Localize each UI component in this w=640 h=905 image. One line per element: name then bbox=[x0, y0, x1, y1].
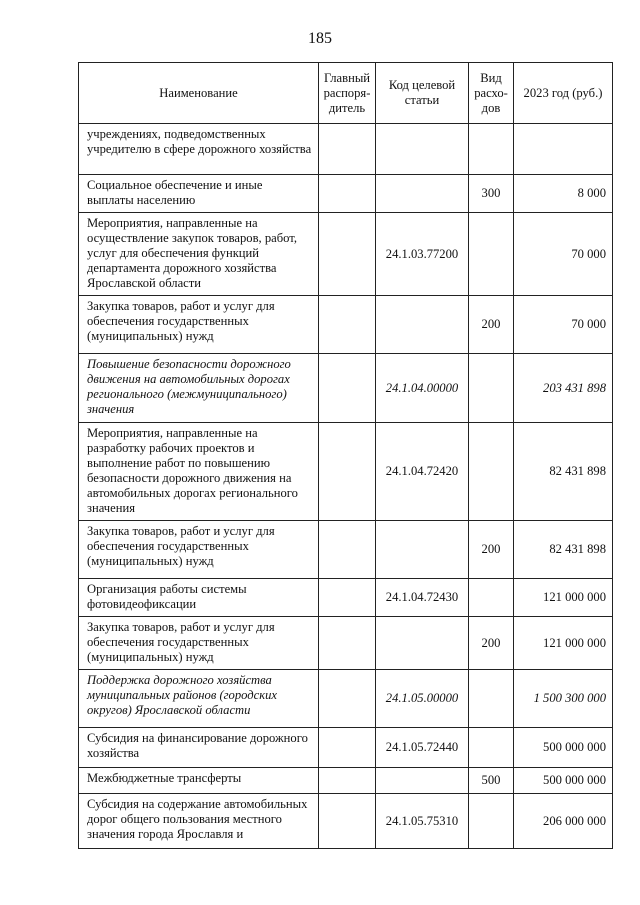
row-kind bbox=[469, 423, 514, 521]
row-kind bbox=[469, 794, 514, 849]
page-number: 185 bbox=[308, 30, 332, 47]
row-name: Субсидия на содержание автомобильных дорог общего пользования местного значения города Ярославля и bbox=[79, 794, 319, 849]
table-row bbox=[79, 794, 613, 849]
row-admin bbox=[319, 794, 376, 849]
table-row bbox=[79, 617, 613, 670]
row-admin bbox=[319, 579, 376, 617]
row-code bbox=[376, 521, 469, 579]
row-kind: 500 bbox=[469, 768, 514, 794]
row-name: учреждениях, подведомственных учредителю в сфере дорожного хозяйства bbox=[79, 124, 319, 175]
table-row bbox=[79, 354, 613, 423]
row-admin bbox=[319, 728, 376, 768]
row-amount: 1 500 300 000 bbox=[514, 670, 613, 728]
row-amount: 121 000 000 bbox=[514, 579, 613, 617]
header-admin: Главный распоря-дитель bbox=[319, 63, 376, 124]
row-amount: 500 000 000 bbox=[514, 768, 613, 794]
row-admin bbox=[319, 521, 376, 579]
table-row bbox=[79, 213, 613, 296]
row-amount: 82 431 898 bbox=[514, 521, 613, 579]
row-name: Закупка товаров, работ и услуг для обеспечения государственных (муниципальных) нужд bbox=[79, 296, 319, 354]
row-code: 24.1.05.72440 bbox=[376, 728, 469, 768]
row-name: Межбюджетные трансферты bbox=[79, 768, 319, 794]
row-amount: 70 000 bbox=[514, 296, 613, 354]
header-amount: 2023 год (руб.) bbox=[514, 63, 613, 124]
table-body bbox=[79, 124, 613, 849]
budget-table bbox=[78, 62, 613, 849]
row-kind bbox=[469, 124, 514, 175]
header-name: Наименование bbox=[79, 63, 319, 124]
row-code bbox=[376, 124, 469, 175]
row-amount: 121 000 000 bbox=[514, 617, 613, 670]
row-amount: 203 431 898 bbox=[514, 354, 613, 423]
row-amount: 206 000 000 bbox=[514, 794, 613, 849]
row-kind bbox=[469, 579, 514, 617]
row-code bbox=[376, 768, 469, 794]
row-name: Социальное обеспечение и иные выплаты населению bbox=[79, 175, 319, 213]
table-row bbox=[79, 296, 613, 354]
row-name: Мероприятия, направленные на осуществление закупок товаров, работ, услуг для обеспечения функций департамента дорожного хозяйства Ярославской области bbox=[79, 213, 319, 296]
row-name: Организация работы системы фотовидеофиксации bbox=[79, 579, 319, 617]
row-name: Закупка товаров, работ и услуг для обеспечения государственных (муниципальных) нужд bbox=[79, 521, 319, 579]
row-name: Закупка товаров, работ и услуг для обеспечения государственных (муниципальных) нужд bbox=[79, 617, 319, 670]
table-row bbox=[79, 728, 613, 768]
header-row bbox=[79, 63, 613, 124]
table-row bbox=[79, 175, 613, 213]
row-kind: 200 bbox=[469, 296, 514, 354]
row-code: 24.1.04.72420 bbox=[376, 423, 469, 521]
row-name: Мероприятия, направленные на разработку рабочих проектов и выполнение работ по повышению безопасности дорожного движения на автомобильных дорогах регионального значения bbox=[79, 423, 319, 521]
row-code: 24.1.04.00000 bbox=[376, 354, 469, 423]
row-admin bbox=[319, 768, 376, 794]
row-code: 24.1.05.75310 bbox=[376, 794, 469, 849]
row-amount: 82 431 898 bbox=[514, 423, 613, 521]
row-amount bbox=[514, 124, 613, 175]
row-code bbox=[376, 617, 469, 670]
row-admin bbox=[319, 213, 376, 296]
row-admin bbox=[319, 124, 376, 175]
row-code: 24.1.04.72430 bbox=[376, 579, 469, 617]
table-row bbox=[79, 768, 613, 794]
table-row bbox=[79, 579, 613, 617]
table-row bbox=[79, 670, 613, 728]
row-kind: 200 bbox=[469, 521, 514, 579]
row-name: Повышение безопасности дорожного движения на автомобильных дорогах регионального (межмуниципального) значения bbox=[79, 354, 319, 423]
row-code: 24.1.05.00000 bbox=[376, 670, 469, 728]
row-kind: 200 bbox=[469, 617, 514, 670]
row-code bbox=[376, 296, 469, 354]
row-code: 24.1.03.77200 bbox=[376, 213, 469, 296]
row-admin bbox=[319, 617, 376, 670]
row-admin bbox=[319, 423, 376, 521]
table-row bbox=[79, 423, 613, 521]
row-amount: 8 000 bbox=[514, 175, 613, 213]
row-admin bbox=[319, 175, 376, 213]
row-kind: 300 bbox=[469, 175, 514, 213]
row-admin bbox=[319, 296, 376, 354]
row-code bbox=[376, 175, 469, 213]
table-row bbox=[79, 124, 613, 175]
row-kind bbox=[469, 354, 514, 423]
row-admin bbox=[319, 354, 376, 423]
row-amount: 70 000 bbox=[514, 213, 613, 296]
row-kind bbox=[469, 670, 514, 728]
header-code: Код целевой статьи bbox=[376, 63, 469, 124]
row-name: Субсидия на финансирование дорожного хозяйства bbox=[79, 728, 319, 768]
row-kind bbox=[469, 728, 514, 768]
row-admin bbox=[319, 670, 376, 728]
row-amount: 500 000 000 bbox=[514, 728, 613, 768]
header-kind: Вид расхо-дов bbox=[469, 63, 514, 124]
table-row bbox=[79, 521, 613, 579]
row-kind bbox=[469, 213, 514, 296]
row-name: Поддержка дорожного хозяйства муниципальных районов (городских округов) Ярославской области bbox=[79, 670, 319, 728]
